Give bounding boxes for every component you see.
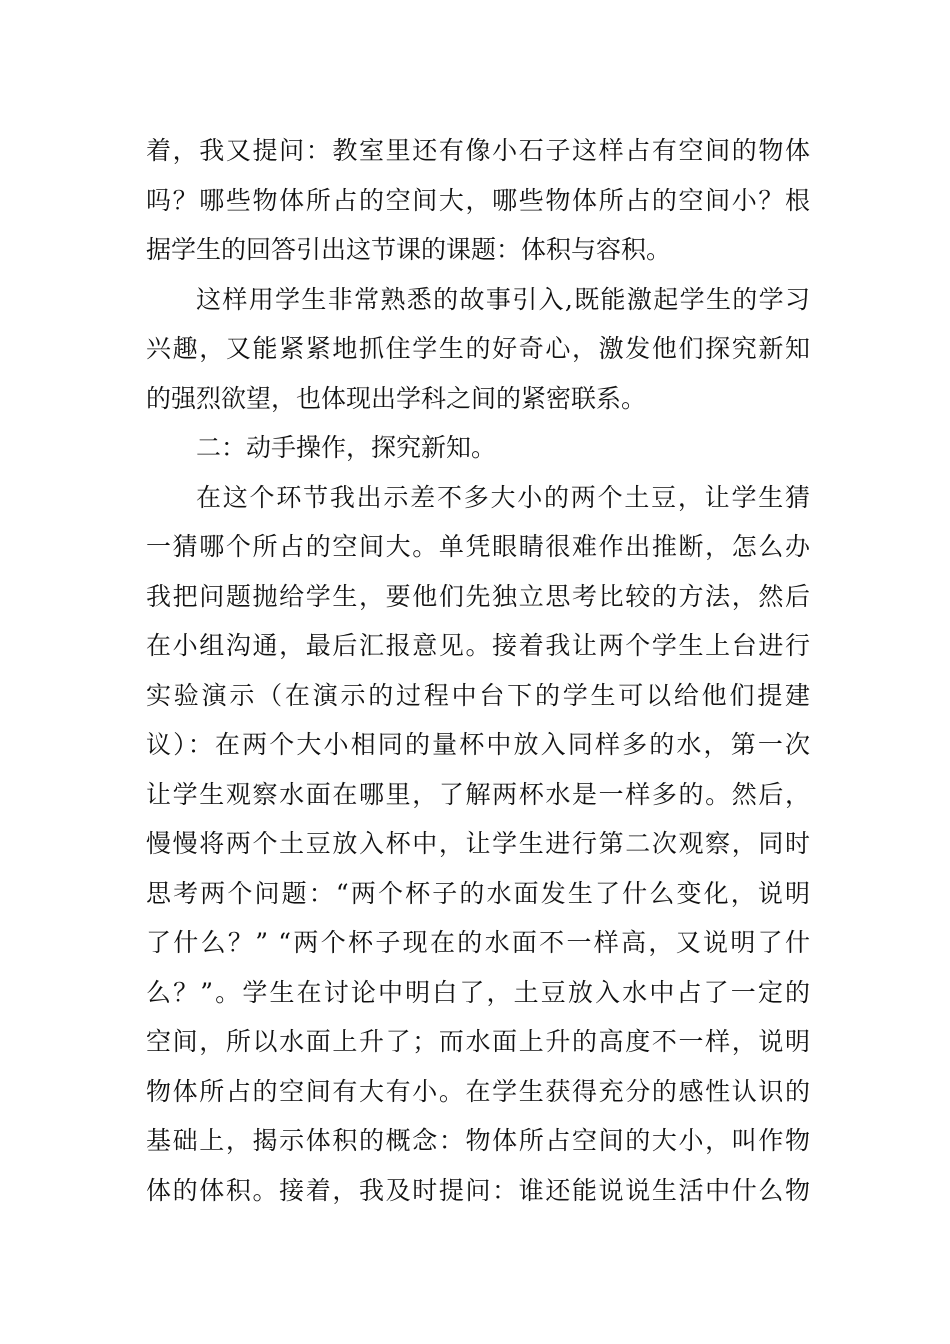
text-line: 么？”。学生在讨论中明白了，土豆放入水中占了一定的 xyxy=(146,977,810,1007)
text-line: 实验演示（在演示的过程中台下的学生可以给他们提建 xyxy=(146,680,810,710)
text-line: 慢慢将两个土豆放入杯中，让学生进行第二次观察，同时 xyxy=(146,829,810,858)
text-line: 这样用学生非常熟悉的故事引入,既能激起学生的学习 xyxy=(196,284,810,314)
text-line: 我把问题抛给学生，要他们先独立思考比较的方法，然后 xyxy=(146,581,810,611)
text-line: 空间，所以水面上升了；而水面上升的高度不一样，说明 xyxy=(146,1027,810,1056)
text-line: 在小组沟通，最后汇报意见。接着我让两个学生上台进行 xyxy=(146,631,810,660)
text-line: 物体所占的空间有大有小。在学生获得充分的感性认识的 xyxy=(146,1076,810,1106)
text-line: 二：动手操作，探究新知。 xyxy=(196,433,497,462)
text-line: 据学生的回答引出这节课的课题：体积与容积。 xyxy=(146,235,672,264)
text-line: 议）：在两个大小相同的量杯中放入同样多的水，第一次 xyxy=(146,730,810,759)
text-line: 的强烈欲望，也体现出学科之间的紧密联系。 xyxy=(146,383,647,413)
paragraph xyxy=(146,275,810,424)
paragraph xyxy=(146,126,810,275)
section-heading xyxy=(146,423,810,473)
text-line: 让学生观察水面在哪里，了解两杯水是一样多的。然后， xyxy=(146,779,810,809)
text-line: 了什么？” “两个杯子现在的水面不一样高，又说明了什 xyxy=(146,928,810,957)
text-line: 在这个环节我出示差不多大小的两个土豆，让学生猜 xyxy=(196,482,810,512)
body-text xyxy=(146,126,810,1215)
text-line: 一猜哪个所占的空间大。单凭眼睛很难作出推断，怎么办 xyxy=(146,532,810,561)
text-line: 吗？哪些物体所占的空间大，哪些物体所占的空间小？根 xyxy=(146,185,810,215)
text-line: 基础上，揭示体积的概念：物体所占空间的大小，叫作物 xyxy=(146,1126,810,1155)
text-line: 思考两个问题：“两个杯子的水面发生了什么变化，说明 xyxy=(146,878,810,908)
text-line: 兴趣，又能紧紧地抓住学生的好奇心，激发他们探究新知 xyxy=(146,334,810,363)
paragraph xyxy=(146,473,810,1216)
text-line: 体的体积。接着，我及时提问：谁还能说说生活中什么物 xyxy=(146,1175,810,1205)
text-line: 着，我又提问：教室里还有像小石子这样占有空间的物体 xyxy=(146,136,810,165)
